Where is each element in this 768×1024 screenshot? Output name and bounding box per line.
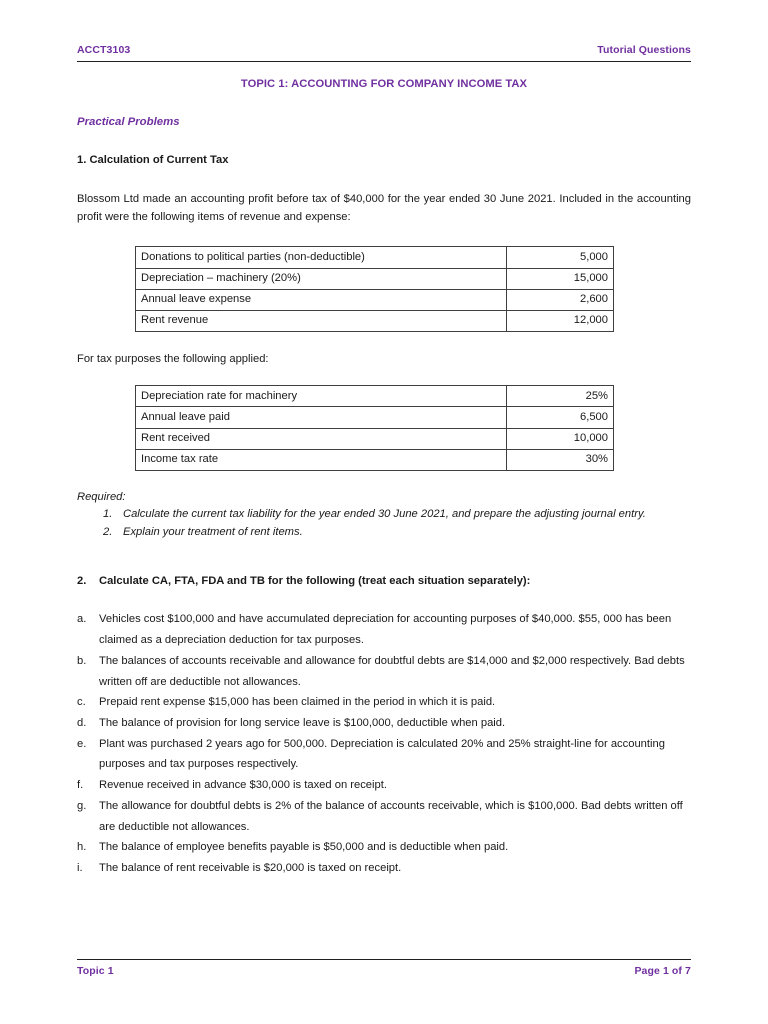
- list-marker: b.: [77, 654, 87, 667]
- table-cell-value: 30%: [507, 449, 614, 470]
- list-marker: 1.: [103, 508, 113, 521]
- table-cell-label: Annual leave paid: [136, 407, 507, 428]
- table-row: [136, 449, 614, 470]
- list-item: [77, 775, 691, 796]
- footer-page-number: Page 1 of 7: [634, 965, 691, 977]
- section-label-practical-problems: Practical Problems: [77, 116, 180, 128]
- list-item: [77, 858, 691, 879]
- list-marker: a.: [77, 613, 87, 626]
- accounting-items-table: [135, 246, 614, 332]
- list-item-text: The balances of accounts receivable and allowance for doubtful debts are $14,000 and $2,000 respectively. Bad debts written off are deductible not allowances.: [99, 654, 685, 688]
- question-2-list: [77, 609, 691, 878]
- list-item-text: The balance of provision for long service leave is $100,000, deductible when paid.: [99, 716, 506, 729]
- tax-purposes-intro: For tax purposes the following applied:: [77, 353, 269, 366]
- table-cell-label: Donations to political parties (non-deductible): [136, 247, 507, 268]
- list-item: [77, 523, 691, 541]
- list-item-text: Vehicles cost $100,000 and have accumulated depreciation for accounting purposes of $40,000. $55, 000 has been claimed as a depreciation deduction for tax purposes.: [99, 613, 672, 647]
- table-row: [136, 247, 614, 268]
- required-label: Required:: [77, 491, 126, 504]
- header-doc-type: Tutorial Questions: [597, 44, 691, 56]
- tax-items-table-wrapper: [77, 385, 691, 471]
- list-item: [77, 651, 691, 692]
- table-cell-value: 5,000: [507, 247, 614, 268]
- table-row: [136, 289, 614, 310]
- table-cell-label: Income tax rate: [136, 449, 507, 470]
- question-2-heading: [77, 575, 691, 587]
- table-cell-value: 12,000: [507, 310, 614, 331]
- question-1-intro-paragraph: Blossom Ltd made an accounting profit before tax of $40,000 for the year ended 30 June 2021. Included in the accounting profit were the following items of revenue and expense:: [77, 193, 691, 224]
- table-row: [136, 386, 614, 407]
- list-marker: i.: [77, 861, 83, 874]
- tax-items-table: [135, 385, 614, 471]
- table-cell-label: Rent revenue: [136, 310, 507, 331]
- list-marker: c.: [77, 696, 86, 709]
- question-2-heading-text: Calculate CA, FTA, FDA and TB for the following (treat each situation separately):: [99, 575, 531, 588]
- list-item-text: The allowance for doubtful debts is 2% of the balance of accounts receivable, which is $100,000. Bad debts written off are deductible not allowances.: [99, 799, 683, 833]
- list-marker: g.: [77, 799, 87, 812]
- question-1-heading: 1. Calculation of Current Tax: [77, 154, 229, 166]
- list-marker: e.: [77, 737, 87, 750]
- list-item: [77, 505, 691, 523]
- question-2-marker: 2.: [77, 575, 87, 588]
- table-row: [136, 310, 614, 331]
- accounting-items-table-wrapper: [77, 246, 691, 332]
- table-cell-value: 10,000: [507, 428, 614, 449]
- table-cell-label: Depreciation rate for machinery: [136, 386, 507, 407]
- list-item: [77, 609, 691, 650]
- list-item-text: Prepaid rent expense $15,000 has been claimed in the period in which it is paid.: [99, 696, 496, 709]
- table-cell-label: Annual leave expense: [136, 289, 507, 310]
- section-spacer: [77, 541, 691, 575]
- running-header: [77, 44, 691, 62]
- table-cell-value: 15,000: [507, 268, 614, 289]
- list-item: [77, 837, 691, 858]
- table-cell-value: 25%: [507, 386, 614, 407]
- page-title: TOPIC 1: ACCOUNTING FOR COMPANY INCOME TAX: [240, 78, 528, 90]
- table-row: [136, 268, 614, 289]
- header-course-code: ACCT3103: [77, 44, 131, 56]
- list-item: [77, 692, 691, 713]
- table-cell-value: 2,600: [507, 289, 614, 310]
- table-cell-label: Depreciation – machinery (20%): [136, 268, 507, 289]
- list-item-text: Plant was purchased 2 years ago for 500,000. Depreciation is calculated 20% and 25% straight-line for accounting purposes and tax purposes respectively.: [99, 737, 665, 771]
- table-row: [136, 407, 614, 428]
- list-marker: f.: [77, 779, 84, 792]
- list-item: [77, 734, 691, 775]
- table-row: [136, 428, 614, 449]
- list-marker: d.: [77, 716, 87, 729]
- list-marker: 2.: [103, 526, 113, 539]
- document-body: [77, 78, 691, 879]
- list-item-text: The balance of rent receivable is $20,000 is taxed on receipt.: [99, 861, 402, 874]
- running-footer: [77, 959, 691, 977]
- list-item-text: Revenue received in advance $30,000 is taxed on receipt.: [99, 779, 387, 792]
- list-item-text: The balance of employee benefits payable is $50,000 and is deductible when paid.: [99, 841, 509, 854]
- list-item: [77, 796, 691, 837]
- footer-topic: Topic 1: [77, 965, 114, 977]
- required-list: [77, 505, 691, 541]
- list-item: [77, 713, 691, 734]
- list-item-text: Explain your treatment of rent items.: [123, 526, 303, 539]
- table-cell-value: 6,500: [507, 407, 614, 428]
- list-item-text: Calculate the current tax liability for the year ended 30 June 2021, and prepare the adjusting journal entry.: [123, 508, 646, 521]
- list-marker: h.: [77, 841, 87, 854]
- table-cell-label: Rent received: [136, 428, 507, 449]
